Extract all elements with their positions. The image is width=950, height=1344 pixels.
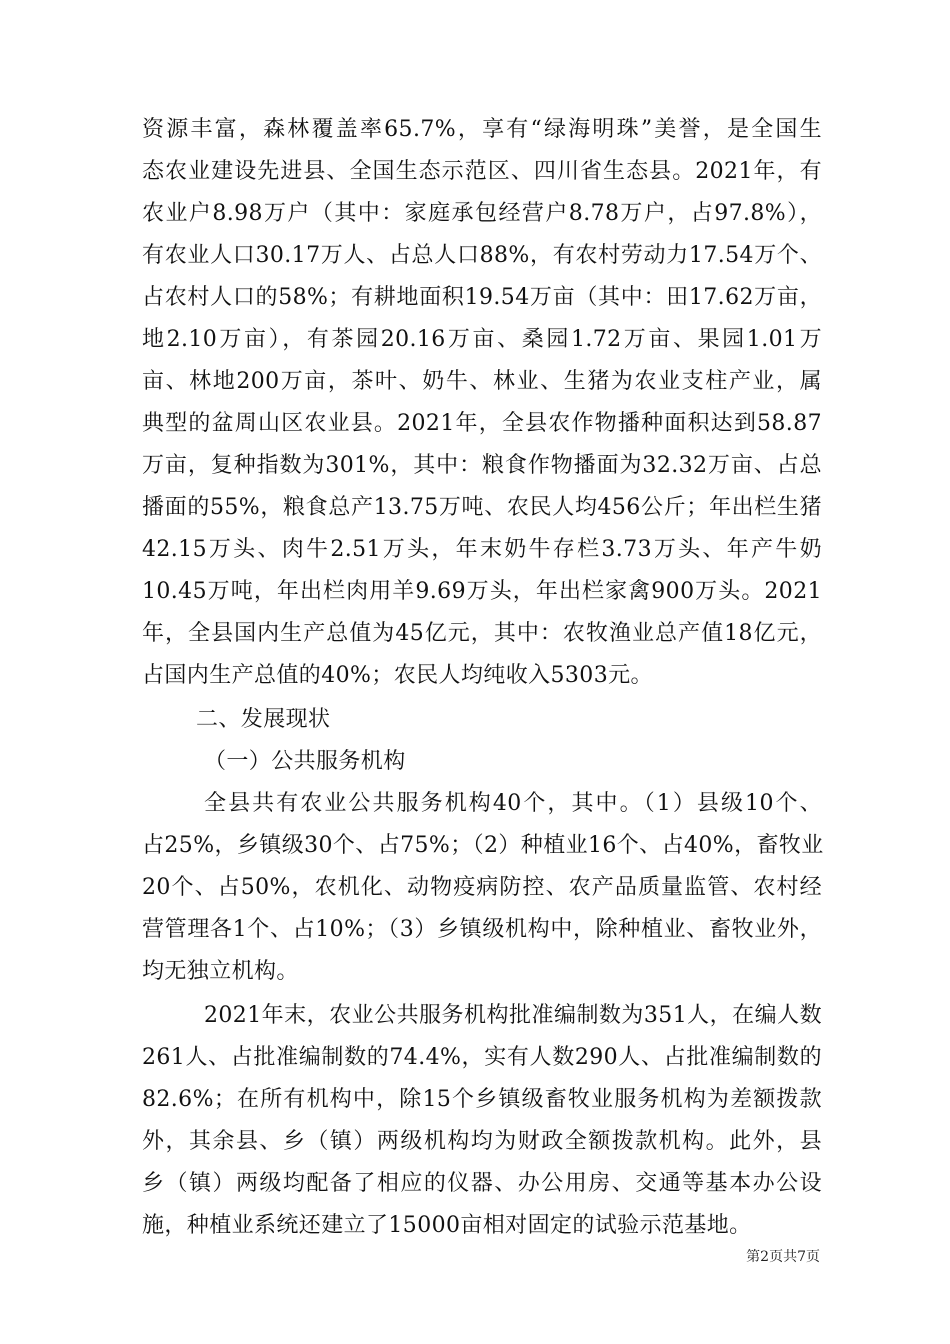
- body-line: 占农村人口的58%；有耕地面积19.54万亩（其中：田17.62万亩，: [142, 285, 822, 310]
- body-line: 42.15万头、肉牛2.51万头，年末奶牛存栏3.73万头、年产牛奶: [142, 537, 822, 562]
- body-line: 典型的盆周山区农业县。2021年，全县农作物播种面积达到58.87: [142, 411, 822, 436]
- body-line: 2021年末，农业公共服务机构批准编制数为351人，在编人数: [204, 1003, 822, 1028]
- page-number: 第2页共7页: [746, 1249, 820, 1265]
- body-line: 外，其余县、乡（镇）两级机构均为财政全额拨款机构。此外，县: [142, 1129, 822, 1154]
- body-line: 年，全县国内生产总值为45亿元，其中：农牧渔业总产值18亿元，: [142, 621, 822, 646]
- body-line: 万亩，复种指数为301%，其中：粮食作物播面为32.32万亩、占总: [142, 453, 822, 478]
- body-line: 占国内生产总值的40%；农民人均纯收入5303元。: [142, 663, 653, 688]
- body-line: 地2.10万亩），有茶园20.16万亩、桑园1.72万亩、果园1.01万: [142, 327, 822, 352]
- body-line: 20个、占50%，农机化、动物疫病防控、农产品质量监管、农村经: [142, 875, 822, 900]
- body-line: 全县共有农业公共服务机构40个，其中。（1）县级10个、: [204, 791, 822, 816]
- body-line: 有农业人口30.17万人、占总人口88%，有农村劳动力17.54万个、: [142, 243, 822, 268]
- body-line: 亩、林地200万亩，茶叶、奶牛、林业、生猪为农业支柱产业，属: [142, 369, 822, 394]
- body-line: 82.6%；在所有机构中，除15个乡镇级畜牧业服务机构为差额拨款: [142, 1087, 822, 1112]
- body-line: 占25%，乡镇级30个、占75%；（2）种植业16个、占40%，畜牧业: [142, 833, 824, 858]
- section-heading: 二、发展现状: [196, 707, 331, 732]
- body-line: 资源丰富，森林覆盖率65.7%，享有“绿海明珠”美誉，是全国生: [142, 117, 822, 142]
- body-line: 态农业建设先进县、全国生态示范区、四川省生态县。2021年，有: [142, 159, 822, 184]
- body-line: 播面的55%，粮食总产13.75万吨、农民人均456公斤；年出栏生猪: [142, 495, 822, 520]
- body-line: 乡（镇）两级均配备了相应的仪器、办公用房、交通等基本办公设: [142, 1171, 822, 1196]
- body-line: 261人、占批准编制数的74.4%，实有人数290人、占批准编制数的: [142, 1045, 822, 1070]
- body-line: 10.45万吨，年出栏肉用羊9.69万头，年出栏家禽900万头。2021: [142, 579, 822, 604]
- body-line: 均无独立机构。: [142, 959, 299, 984]
- body-line: 施，种植业系统还建立了15000亩相对固定的试验示范基地。: [142, 1213, 752, 1238]
- subsection-heading: （一）公共服务机构: [204, 749, 406, 774]
- body-line: 营管理各1个、占10%；（3）乡镇级机构中，除种植业、畜牧业外，: [142, 917, 822, 942]
- body-line: 农业户8.98万户（其中：家庭承包经营户8.78万户，占97.8%），: [142, 201, 822, 226]
